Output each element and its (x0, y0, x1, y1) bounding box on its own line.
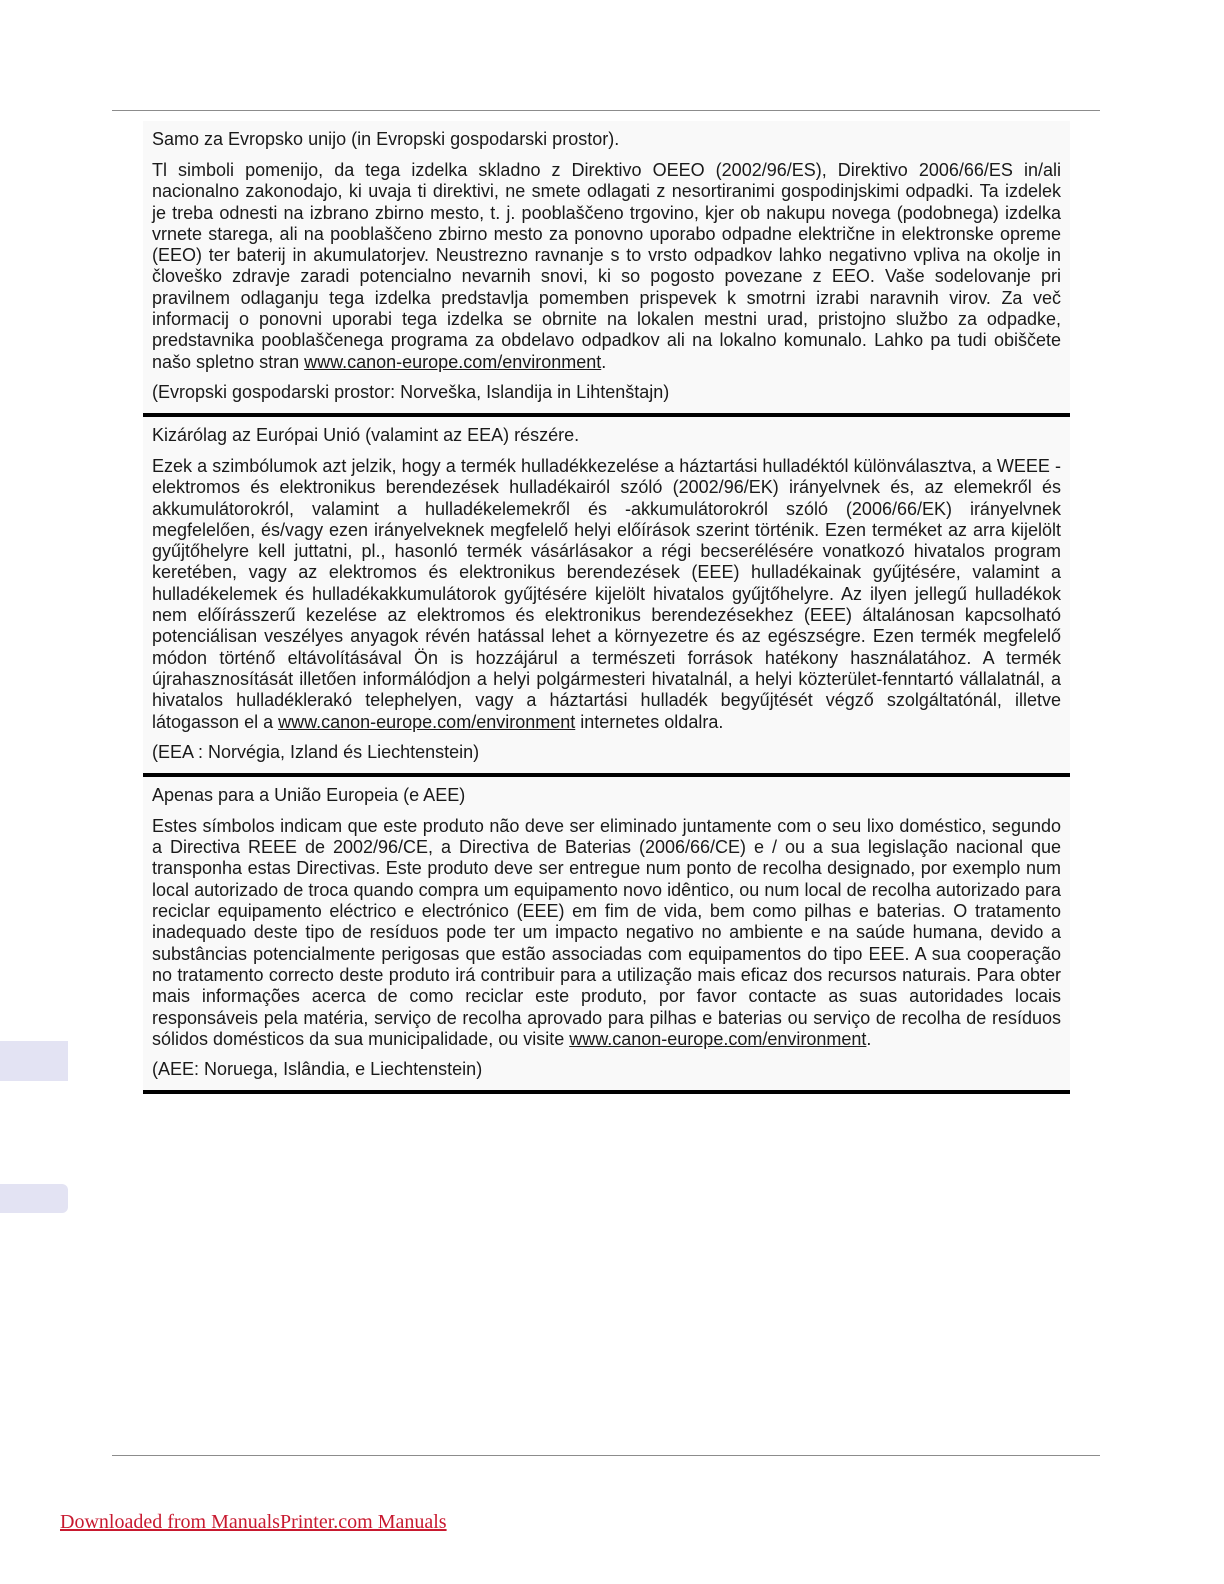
section-hungarian (143, 417, 1070, 773)
side-tab-marker-lower[interactable] (0, 1184, 68, 1213)
section-footer: (EEA : Norvégia, Izland és Liechtenstein) (152, 741, 480, 762)
side-tab-marker[interactable] (0, 1041, 68, 1081)
section-slovenian (143, 121, 1070, 413)
header-rule (112, 110, 1100, 111)
section-body: Tl simboli pomenijo, da tega izdelka skladno z Direktivo OEEO (2002/96/ES), Direktivo 2006/66/ES in/ali nacionalno zakonodajo, ki uvaja ti direktivi, ne smete odlagati z nesortiranimi gospodinjskimi odpadki. Ta izdelek je treba odnesti na izbrano zbirno mesto, t. j. pooblaščeno trgovino, kjer ob nakupu novega (podobnega) izdelka vrnete starega, ali na pooblaščeno zbirno mesto za ponovno uporabo odpadne električne in elektronske opreme (EEO) ter baterij in akumulatorjev. Neustrezno ravnanje s to vrsto odpadkov lahko negativno vpliva na okolje in človeško zdravje zaradi potencialno nevarnih snovi, ki so pogosto povezane z EEO. Vaše sodelovanje pri pravilnem odlaganju tega izdelka predstavlja pomemben prispevek k smotrni izrabi naravnih virov. Za več informacij o ponovni uporabi tega izdelka se obrnite na lokalen mestni urad, pristojno službo za odpadke, predstavnika pooblaščenega programa za obdelavo odpadkov ali na lokalno komunalo. Lahko pa tudi obiščete našo spletno stran www.canon-europe.com/environment. (152, 160, 1061, 372)
section-divider (143, 1090, 1070, 1094)
section-body: Estes símbolos indicam que este produto não deve ser eliminado juntamente com o seu lixo doméstico, segundo a Directiva REEE de 2002/96/CE, a Directiva de Baterias (2006/66/CE) e / ou a sua legislação nacional que transponha estas Directivas. Este produto deve ser entregue num ponto de recolha designado, por exemplo num local autorizado de troca quando compra um equipamento novo idêntico, ou num local de recolha autorizado para reciclar equipamento eléctrico e electrónico (EEE) em fim de vida, bem como pilhas e baterias. O tratamento inadequado deste tipo de resíduos pode ter um impacto negativo no ambiente e na saúde humana, devido a substâncias potencialmente perigosas que estão associadas com equipamentos do tipo EEE. A sua cooperação no tratamento correcto deste produto irá contribuir para a utilização mais eficaz dos recursos naturais. Para obter mais informações acerca de como reciclar este produto, por favor contacte as suas autoridades locais responsáveis pela matéria, serviço de recolha aprovado para pilhas e baterias ou serviço de recolha de resíduos sólidos domésticos da sua municipalidade, ou visite www.canon-europe.com/environment. (152, 815, 1061, 1049)
document-content (143, 121, 1070, 1094)
section-heading: Samo za Evropsko unijo (in Evropski gospodarski prostor). (152, 129, 620, 149)
footer-rule (112, 1455, 1100, 1456)
section-footer: (AEE: Noruega, Islândia, e Liechtenstein) (152, 1059, 483, 1080)
section-footer: (Evropski gospodarski prostor: Norveška, Islandija in Lihtenštajn) (152, 381, 670, 402)
environment-link[interactable]: www.canon-europe.com/environment (304, 351, 602, 372)
section-body: Ezek a szimbólumok azt jelzik, hogy a termék hulladékkezelése a háztartási hulladéktól különválasztva, a WEEE - elektromos és elektronikus berendezések hulladékairól szóló (2002/96/EK) irányelvnek és, az elemekről és akkumulátorokról, valamint a hulladékelemekről és -akkumulátorokról szóló (2006/66/EK) irányelvnek megfelelően, és/vagy ezen irányelveknek megfelelő helyi előírások szerint történik. Ezen terméket az arra kijelölt gyűjtőhelyre kell juttatni, pl., hasonló termék vásárlásakor a régi becserélésére vonatkozó hivatalos program keretében, vagy az elektromos és elektronikus berendezések (EEE) hulladékainak gyűjtésére, valamint a hulladékelemek és hulladékakkumulátorok gyűjtésére kijelölt hivatalos gyűjtőhelyre. Az ilyen jellegű hulladékok nem előírásszerű kezelése az elektromos és elektronikus berendezésekhez (EEE) általánosan kapcsolható potenciálisan veszélyes anyagok révén hatással lehet a környezetre és az egészségre. Ezen termék megfelelő módon történő eltávolításával Ön is hozzájárul a természeti források hatékony használatához. A termék újrahasznosítását illetően informálódjon a helyi polgármesteri hivatalnál, a helyi közterület-fenntartó vállalatnál, a hivatalos hulladéklerakó telephelyen, vagy a háztartási hulladék begyűjtését végző szolgáltatónál, illetve látogasson el a www.canon-europe.com/environment internetes oldalra. (152, 455, 1061, 732)
environment-link[interactable]: www.canon-europe.com/environment (569, 1028, 867, 1049)
section-heading: Kizárólag az Európai Unió (valamint az EEA) részére. (152, 424, 580, 445)
section-heading: Apenas para a União Europeia (e AEE) (152, 784, 466, 805)
section-portuguese (143, 777, 1070, 1090)
environment-link[interactable]: www.canon-europe.com/environment (278, 711, 576, 732)
download-source-link[interactable]: Downloaded from ManualsPrinter.com Manuals (60, 1511, 447, 1533)
